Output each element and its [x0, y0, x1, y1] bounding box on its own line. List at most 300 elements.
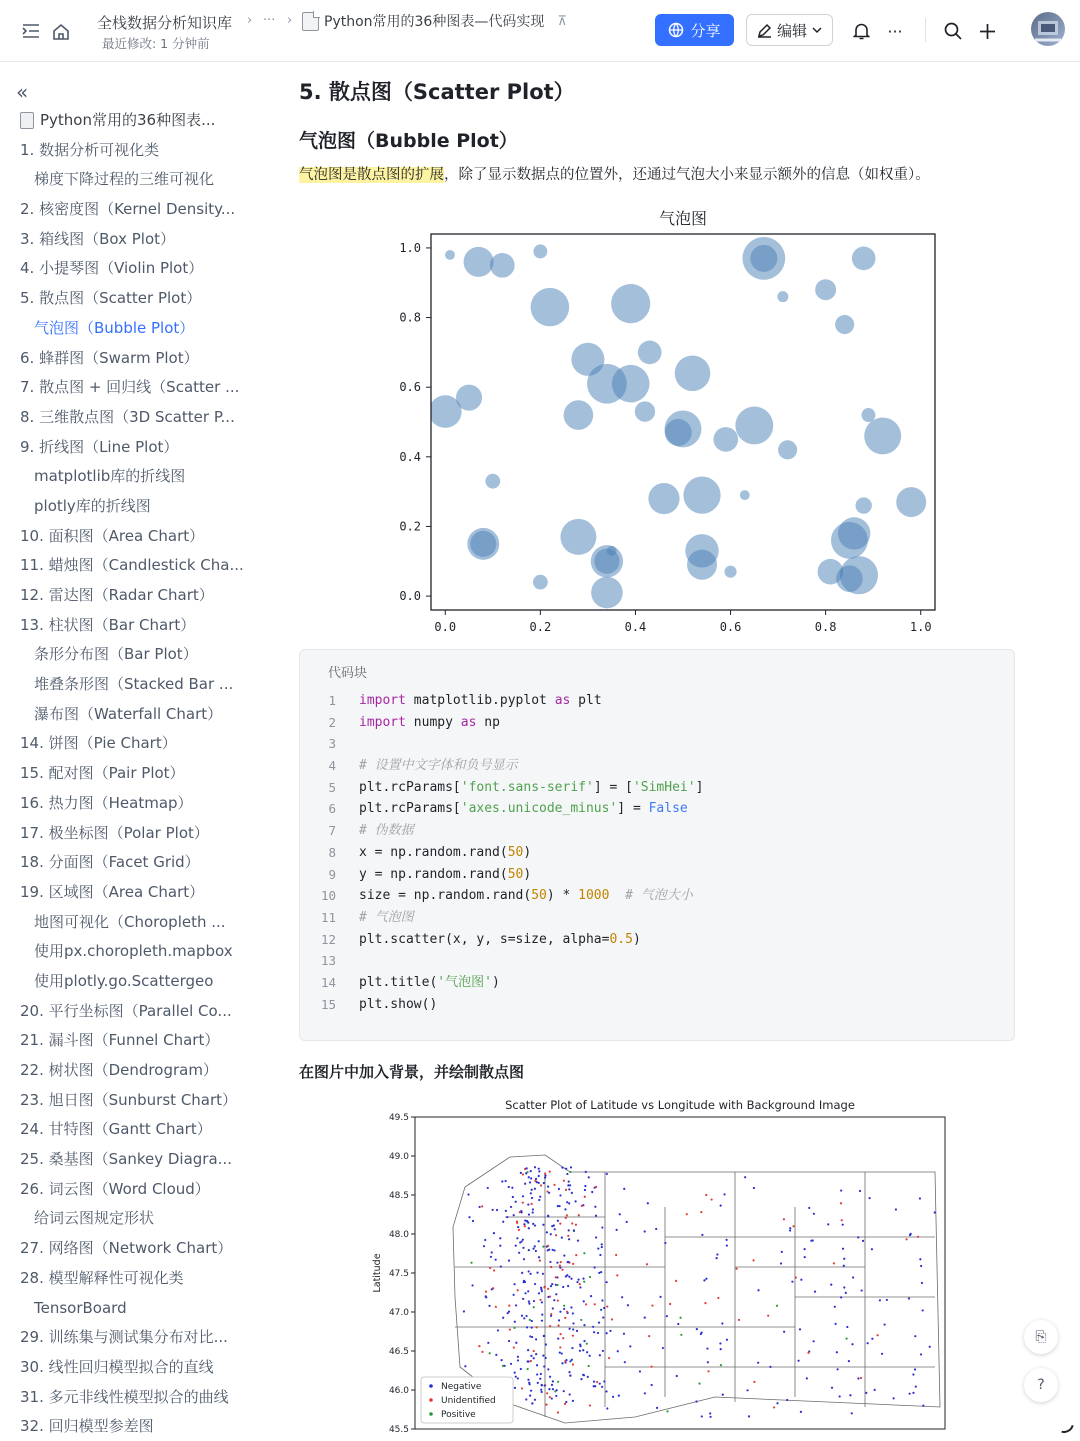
map-point	[552, 1380, 554, 1382]
toc-item[interactable]: 4. 小提琴图（Violin Plot）	[20, 259, 204, 278]
code-line	[300, 907, 1016, 929]
toc-item[interactable]: 6. 蜂群图（Swarm Plot）	[20, 348, 199, 367]
map-point	[877, 1334, 879, 1336]
toc-item[interactable]: 29. 训练集与测试集分布对比...	[20, 1328, 228, 1347]
bubble-point	[635, 401, 655, 421]
map-point	[588, 1365, 590, 1367]
map-point	[559, 1265, 561, 1267]
legend	[421, 1377, 513, 1423]
toc-item[interactable]: 7. 散点图 + 回归线（Scatter ...	[20, 378, 240, 397]
map-point	[515, 1245, 517, 1247]
home-icon[interactable]	[48, 18, 74, 44]
map-point	[522, 1247, 524, 1249]
map-point	[489, 1267, 491, 1269]
map-point	[599, 1383, 601, 1385]
map-point	[558, 1205, 560, 1207]
map-point	[493, 1232, 495, 1234]
map-point	[490, 1256, 492, 1258]
code-token: plt.rcParams[	[359, 779, 461, 795]
map-point	[566, 1274, 568, 1276]
map-point	[909, 1234, 911, 1236]
map-point	[842, 1248, 844, 1250]
map-point	[623, 1333, 625, 1335]
bubble-point	[445, 250, 455, 260]
map-point	[572, 1312, 574, 1314]
toc-item[interactable]: 使用px.choropleth.mapbox	[34, 942, 233, 961]
toc-item[interactable]: 25. 桑基图（Sankey Diagra...	[20, 1150, 232, 1169]
x-tick-label: 0.4	[624, 620, 647, 634]
toc-item[interactable]: 气泡图（Bubble Plot）	[34, 318, 195, 337]
map-point	[593, 1385, 595, 1387]
map-point	[664, 1242, 666, 1244]
map-point	[501, 1180, 503, 1182]
map-point	[470, 1262, 472, 1264]
map-point	[519, 1241, 521, 1243]
code-token: 50	[507, 844, 524, 860]
code-token: # 设置中文字体和负号显示	[359, 758, 518, 774]
map-point	[527, 1368, 529, 1370]
map-point	[512, 1196, 514, 1198]
map-point	[738, 1319, 740, 1321]
map-point	[840, 1202, 842, 1204]
map-point	[929, 1346, 931, 1348]
map-point	[553, 1299, 555, 1301]
toc-item[interactable]: 27. 网络图（Network Chart）	[20, 1239, 233, 1258]
map-point	[609, 1330, 611, 1332]
doc-tools-button[interactable]: ⎘	[1024, 1320, 1058, 1354]
breadcrumb-current-doc[interactable]	[302, 11, 567, 31]
map-point	[538, 1240, 540, 1242]
map-point	[508, 1260, 510, 1262]
map-point	[744, 1176, 746, 1178]
map-point	[534, 1399, 536, 1401]
map-point	[518, 1229, 520, 1231]
y-tick-label: 46.0	[388, 1386, 409, 1396]
toc-item[interactable]: 23. 旭日图（Sunburst Chart）	[20, 1090, 238, 1109]
bubble-point	[564, 400, 594, 430]
map-point	[508, 1311, 510, 1313]
code-block[interactable]	[299, 649, 1015, 1041]
map-point	[505, 1180, 507, 1182]
avatar[interactable]	[1031, 12, 1065, 46]
map-point	[514, 1387, 516, 1389]
map-point	[601, 1386, 603, 1388]
map-point	[831, 1387, 833, 1389]
bubble-point	[683, 476, 720, 513]
map-point	[611, 1318, 613, 1320]
map-point	[886, 1299, 888, 1301]
map-point	[524, 1183, 526, 1185]
bubble-point	[464, 247, 494, 277]
map-point	[495, 1306, 497, 1308]
map-point	[527, 1379, 529, 1381]
plus-icon[interactable]	[974, 18, 1000, 44]
map-point	[544, 1384, 546, 1386]
code-token: ) *	[546, 888, 579, 904]
map-point	[517, 1226, 519, 1228]
legend-label: Negative	[441, 1382, 482, 1392]
map-point	[534, 1166, 536, 1168]
map-point	[603, 1307, 605, 1309]
toc-item[interactable]: 19. 区域图（Area Chart）	[20, 882, 205, 901]
map-point	[615, 1229, 617, 1231]
map-point	[525, 1398, 527, 1400]
map-point	[706, 1347, 708, 1349]
map-point	[644, 1230, 646, 1232]
toc-item[interactable]: 地图可视化（Choropleth ...	[34, 912, 226, 931]
map-point	[807, 1352, 809, 1354]
toc-item[interactable]: 1. 数据分析可视化类	[20, 140, 160, 159]
map-point	[563, 1305, 565, 1307]
table-of-contents	[0, 106, 270, 1441]
toc-item[interactable]: 24. 甘特图（Gantt Chart）	[20, 1120, 212, 1139]
map-point	[568, 1180, 570, 1182]
map-point	[746, 1389, 748, 1391]
map-point	[561, 1352, 563, 1354]
line-number: 12	[320, 931, 336, 947]
map-point	[563, 1308, 565, 1310]
map-point	[572, 1263, 574, 1265]
map-point	[540, 1373, 542, 1375]
map-point	[487, 1342, 489, 1344]
map-point	[500, 1359, 502, 1361]
map-point	[561, 1269, 563, 1271]
map-point	[521, 1211, 523, 1213]
map-point	[568, 1238, 570, 1240]
map-point	[527, 1349, 529, 1351]
map-point	[547, 1368, 549, 1370]
map-point	[584, 1189, 586, 1191]
collapse-sidebar-icon[interactable]: «	[16, 80, 29, 104]
map-point	[550, 1233, 552, 1235]
toc-item[interactable]: 堆叠条形图（Stacked Bar ...	[34, 675, 234, 694]
y-tick-label: 47.5	[388, 1269, 409, 1279]
line-number: 8	[328, 844, 336, 860]
map-point	[513, 1214, 515, 1216]
code-token: ] =	[617, 801, 649, 817]
bubble-point	[611, 284, 650, 323]
more-icon[interactable]: ···	[887, 21, 903, 41]
map-point	[789, 1229, 791, 1231]
toc-item[interactable]: 使用plotly.go.Scattergeo	[34, 971, 214, 990]
line-number: 5	[328, 779, 336, 795]
map-point	[472, 1220, 474, 1222]
map-point	[547, 1245, 549, 1247]
code-text	[359, 864, 531, 886]
code-token: 50	[531, 888, 547, 904]
code-line	[300, 950, 1016, 972]
paragraph-text: ，除了显示数据点的位置外，还通过气泡大小来显示额外的信息（如权重）。	[444, 167, 930, 183]
map-point	[541, 1391, 543, 1393]
map-point	[834, 1306, 836, 1308]
map-point	[717, 1297, 719, 1299]
code-token: y = np.random.rand(	[359, 866, 508, 882]
bubble-point	[778, 440, 797, 459]
map-point	[536, 1272, 538, 1274]
breadcrumb-ellipsis[interactable]: ···	[263, 13, 276, 28]
map-point	[563, 1254, 565, 1256]
map-point	[492, 1209, 494, 1211]
toc-item[interactable]: 30. 线性回归模型拟合的直线	[20, 1357, 214, 1376]
map-point	[528, 1270, 530, 1272]
toc-item[interactable]: 11. 蜡烛图（Candlestick Cha...	[20, 556, 244, 575]
map-point	[533, 1357, 535, 1359]
map-point	[530, 1192, 532, 1194]
map-point	[557, 1411, 559, 1413]
map-point	[538, 1170, 540, 1172]
toc-item[interactable]: 2. 核密度图（Kernel Density...	[20, 200, 236, 219]
map-point	[575, 1224, 577, 1226]
code-token: import	[359, 693, 406, 708]
help-button[interactable]: ?	[1024, 1368, 1058, 1402]
bubble-point	[490, 253, 515, 278]
toc-item[interactable]: matplotlib库的折线图	[34, 467, 186, 486]
map-point	[521, 1272, 523, 1274]
map-point	[830, 1284, 832, 1286]
subsection-heading: 气泡图（Bubble Plot）	[299, 130, 518, 152]
map-point	[522, 1202, 524, 1204]
map-point	[502, 1221, 504, 1223]
map-point	[857, 1236, 859, 1238]
toc-item[interactable]: 31. 多元非线性模型拟合的曲线	[20, 1387, 229, 1406]
toc-item[interactable]: 28. 模型解释性可视化类	[20, 1268, 184, 1287]
y-tick-label: 48.0	[388, 1230, 409, 1240]
toc-item[interactable]: 26. 词云图（Word Cloud）	[20, 1179, 210, 1198]
map-point	[559, 1333, 561, 1335]
edit-button[interactable]	[746, 14, 833, 46]
map-point	[698, 1383, 700, 1385]
line-number: 1	[328, 693, 336, 708]
map-point	[516, 1237, 518, 1239]
bubble-point	[725, 566, 737, 578]
map-point	[504, 1365, 506, 1367]
map-point	[511, 1187, 513, 1189]
map-point	[530, 1177, 532, 1179]
toc-item[interactable]: 瀑布图（Waterfall Chart）	[34, 704, 223, 723]
map-point	[567, 1261, 569, 1263]
map-point	[601, 1246, 603, 1248]
map-point	[547, 1288, 549, 1290]
map-point	[919, 1258, 921, 1260]
map-point	[499, 1245, 501, 1247]
map-point	[679, 1317, 681, 1319]
code-line	[300, 798, 1016, 820]
map-point	[704, 1302, 706, 1304]
toc-item[interactable]: 16. 热力图（Heatmap）	[20, 793, 193, 812]
map-point	[865, 1392, 867, 1394]
map-point	[584, 1196, 586, 1198]
map-point	[531, 1336, 533, 1338]
code-token: ]	[695, 779, 704, 795]
code-text	[359, 755, 518, 777]
code-text	[359, 907, 414, 929]
map-point	[551, 1283, 553, 1285]
bubble-point	[533, 244, 547, 258]
toc-item[interactable]: 14. 饼图（Pie Chart）	[20, 734, 177, 753]
share-button[interactable]	[655, 14, 734, 46]
toc-doc-title[interactable]	[0, 106, 270, 136]
map-point	[599, 1254, 601, 1256]
map-point	[540, 1389, 542, 1391]
code-token: plt.rcParams[	[359, 801, 461, 817]
toc-item[interactable]: 32. 回归模型参差图	[20, 1417, 154, 1436]
legend-marker	[429, 1412, 433, 1416]
map-point	[468, 1216, 470, 1218]
toc-item[interactable]: 12. 雷达图（Radar Chart）	[20, 586, 214, 604]
map-point	[884, 1323, 886, 1325]
map-point	[651, 1304, 653, 1306]
bubble-point	[852, 247, 876, 271]
map-point	[595, 1215, 597, 1217]
map-point	[795, 1276, 797, 1278]
map-point	[600, 1271, 602, 1273]
map-point	[518, 1252, 520, 1254]
map-point	[594, 1206, 596, 1208]
y-tick-label: 0.6	[399, 380, 421, 395]
code-text	[359, 777, 703, 799]
map-point	[521, 1387, 523, 1389]
map-point	[646, 1263, 648, 1265]
code-line	[300, 885, 1016, 907]
map-point	[564, 1317, 566, 1319]
map-point	[559, 1346, 561, 1348]
map-point	[555, 1276, 557, 1278]
map-point	[529, 1319, 531, 1321]
map-point	[565, 1217, 567, 1219]
map-point	[700, 1211, 702, 1213]
map-point	[579, 1286, 581, 1288]
map-point	[800, 1279, 802, 1281]
toc-item[interactable]: 8. 三维散点图（3D Scatter P...	[20, 407, 235, 426]
code-line	[300, 820, 1016, 842]
map-point	[627, 1304, 629, 1306]
toc-item[interactable]: 13. 柱状图（Bar Chart）	[20, 615, 196, 634]
map-point	[842, 1224, 844, 1226]
map-point	[676, 1375, 678, 1377]
map-point	[500, 1265, 502, 1267]
toc-item[interactable]: 20. 平行坐标图（Parallel Co...	[20, 1001, 232, 1020]
map-point	[569, 1393, 571, 1395]
toc-item[interactable]: 条形分布图（Bar Plot）	[34, 645, 198, 664]
toc-item[interactable]: 15. 配对图（Pair Plot）	[20, 764, 185, 783]
map-point	[525, 1315, 527, 1317]
map-point	[513, 1346, 515, 1348]
toc-item[interactable]: 18. 分面图（Facet Grid）	[20, 853, 200, 872]
toc-item[interactable]: 给词云图规定形状	[34, 1209, 155, 1228]
map-point	[550, 1285, 552, 1287]
map-point	[840, 1189, 842, 1191]
map-point	[593, 1266, 595, 1268]
map-point	[572, 1335, 574, 1337]
map-point	[576, 1330, 578, 1332]
search-icon[interactable]	[940, 18, 966, 44]
toc-item[interactable]: 21. 漏斗图（Funnel Chart）	[20, 1031, 220, 1050]
map-point	[569, 1328, 571, 1330]
map-point	[530, 1170, 532, 1172]
map-point	[582, 1374, 584, 1376]
line-number: 14	[320, 974, 336, 990]
map-point	[522, 1298, 524, 1300]
outline-toggle-icon[interactable]	[18, 18, 44, 44]
map-point	[593, 1331, 595, 1333]
bubble-point	[531, 288, 570, 327]
bubble-point	[687, 550, 717, 580]
map-point	[550, 1313, 552, 1315]
map-point	[541, 1320, 543, 1322]
toc-item[interactable]: 22. 树状图（Dendrogram）	[20, 1061, 218, 1079]
chart-title: 气泡图	[658, 209, 708, 228]
toc-item[interactable]: 17. 极坐标图（Polar Plot）	[20, 823, 209, 842]
map-point	[612, 1396, 614, 1398]
toc-item[interactable]: plotly库的折线图	[34, 496, 151, 515]
pin-icon[interactable]: ⊼	[557, 13, 567, 29]
map-point	[532, 1223, 534, 1225]
code-token: 50	[507, 866, 524, 882]
map-point	[557, 1220, 559, 1222]
map-point	[606, 1407, 608, 1409]
map-point	[485, 1291, 487, 1293]
x-tick-label: 0.8	[814, 620, 837, 634]
code-text	[359, 994, 437, 1016]
toc-item[interactable]: 梯度下降过程的三维可视化	[34, 170, 215, 189]
map-point	[489, 1352, 491, 1354]
code-line	[300, 755, 1016, 777]
map-point	[502, 1317, 504, 1319]
map-point	[547, 1215, 549, 1217]
map-point	[721, 1322, 723, 1324]
map-point	[912, 1373, 914, 1375]
map-point	[570, 1278, 572, 1280]
map-point	[748, 1415, 750, 1417]
map-point	[588, 1176, 590, 1178]
line-number: 3	[328, 736, 336, 752]
map-point	[871, 1338, 873, 1340]
y-tick-label: 48.5	[388, 1191, 409, 1201]
map-point	[568, 1276, 570, 1278]
map-point	[541, 1290, 543, 1292]
map-point	[580, 1319, 582, 1321]
toc-item[interactable]: TensorBoard	[34, 1298, 127, 1317]
map-point	[574, 1200, 576, 1202]
toc-item[interactable]: 5. 散点图（Scatter Plot）	[20, 289, 202, 308]
toc-item[interactable]: 10. 面积图（Area Chart）	[20, 526, 205, 545]
map-point	[914, 1335, 916, 1337]
toc-item[interactable]: 9. 折线图（Line Plot）	[20, 437, 179, 456]
map-point	[542, 1355, 544, 1357]
toc-item[interactable]: 3. 箱线图（Box Plot）	[20, 229, 176, 248]
edit-label: 编辑	[776, 21, 807, 40]
map-point	[813, 1213, 815, 1215]
map-point	[550, 1266, 552, 1268]
map-point	[528, 1176, 530, 1178]
map-point	[583, 1324, 585, 1326]
bubble-point	[740, 490, 750, 500]
bell-icon[interactable]	[848, 18, 874, 44]
section-heading: 5. 散点图（Scatter Plot）	[299, 80, 575, 104]
sidebar-outline	[0, 62, 270, 1441]
map-point	[517, 1356, 519, 1358]
bubble-point	[591, 577, 623, 609]
map-point	[647, 1202, 649, 1204]
map-point	[696, 1328, 698, 1330]
code-token: x = np.random.rand(	[359, 844, 508, 860]
map-point	[558, 1188, 560, 1190]
map-point	[593, 1380, 595, 1382]
map-point	[595, 1236, 597, 1238]
map-point	[538, 1256, 540, 1258]
breadcrumb-knowledge-base[interactable]: 全栈数据分析知识库	[97, 14, 233, 32]
map-point	[568, 1188, 570, 1190]
